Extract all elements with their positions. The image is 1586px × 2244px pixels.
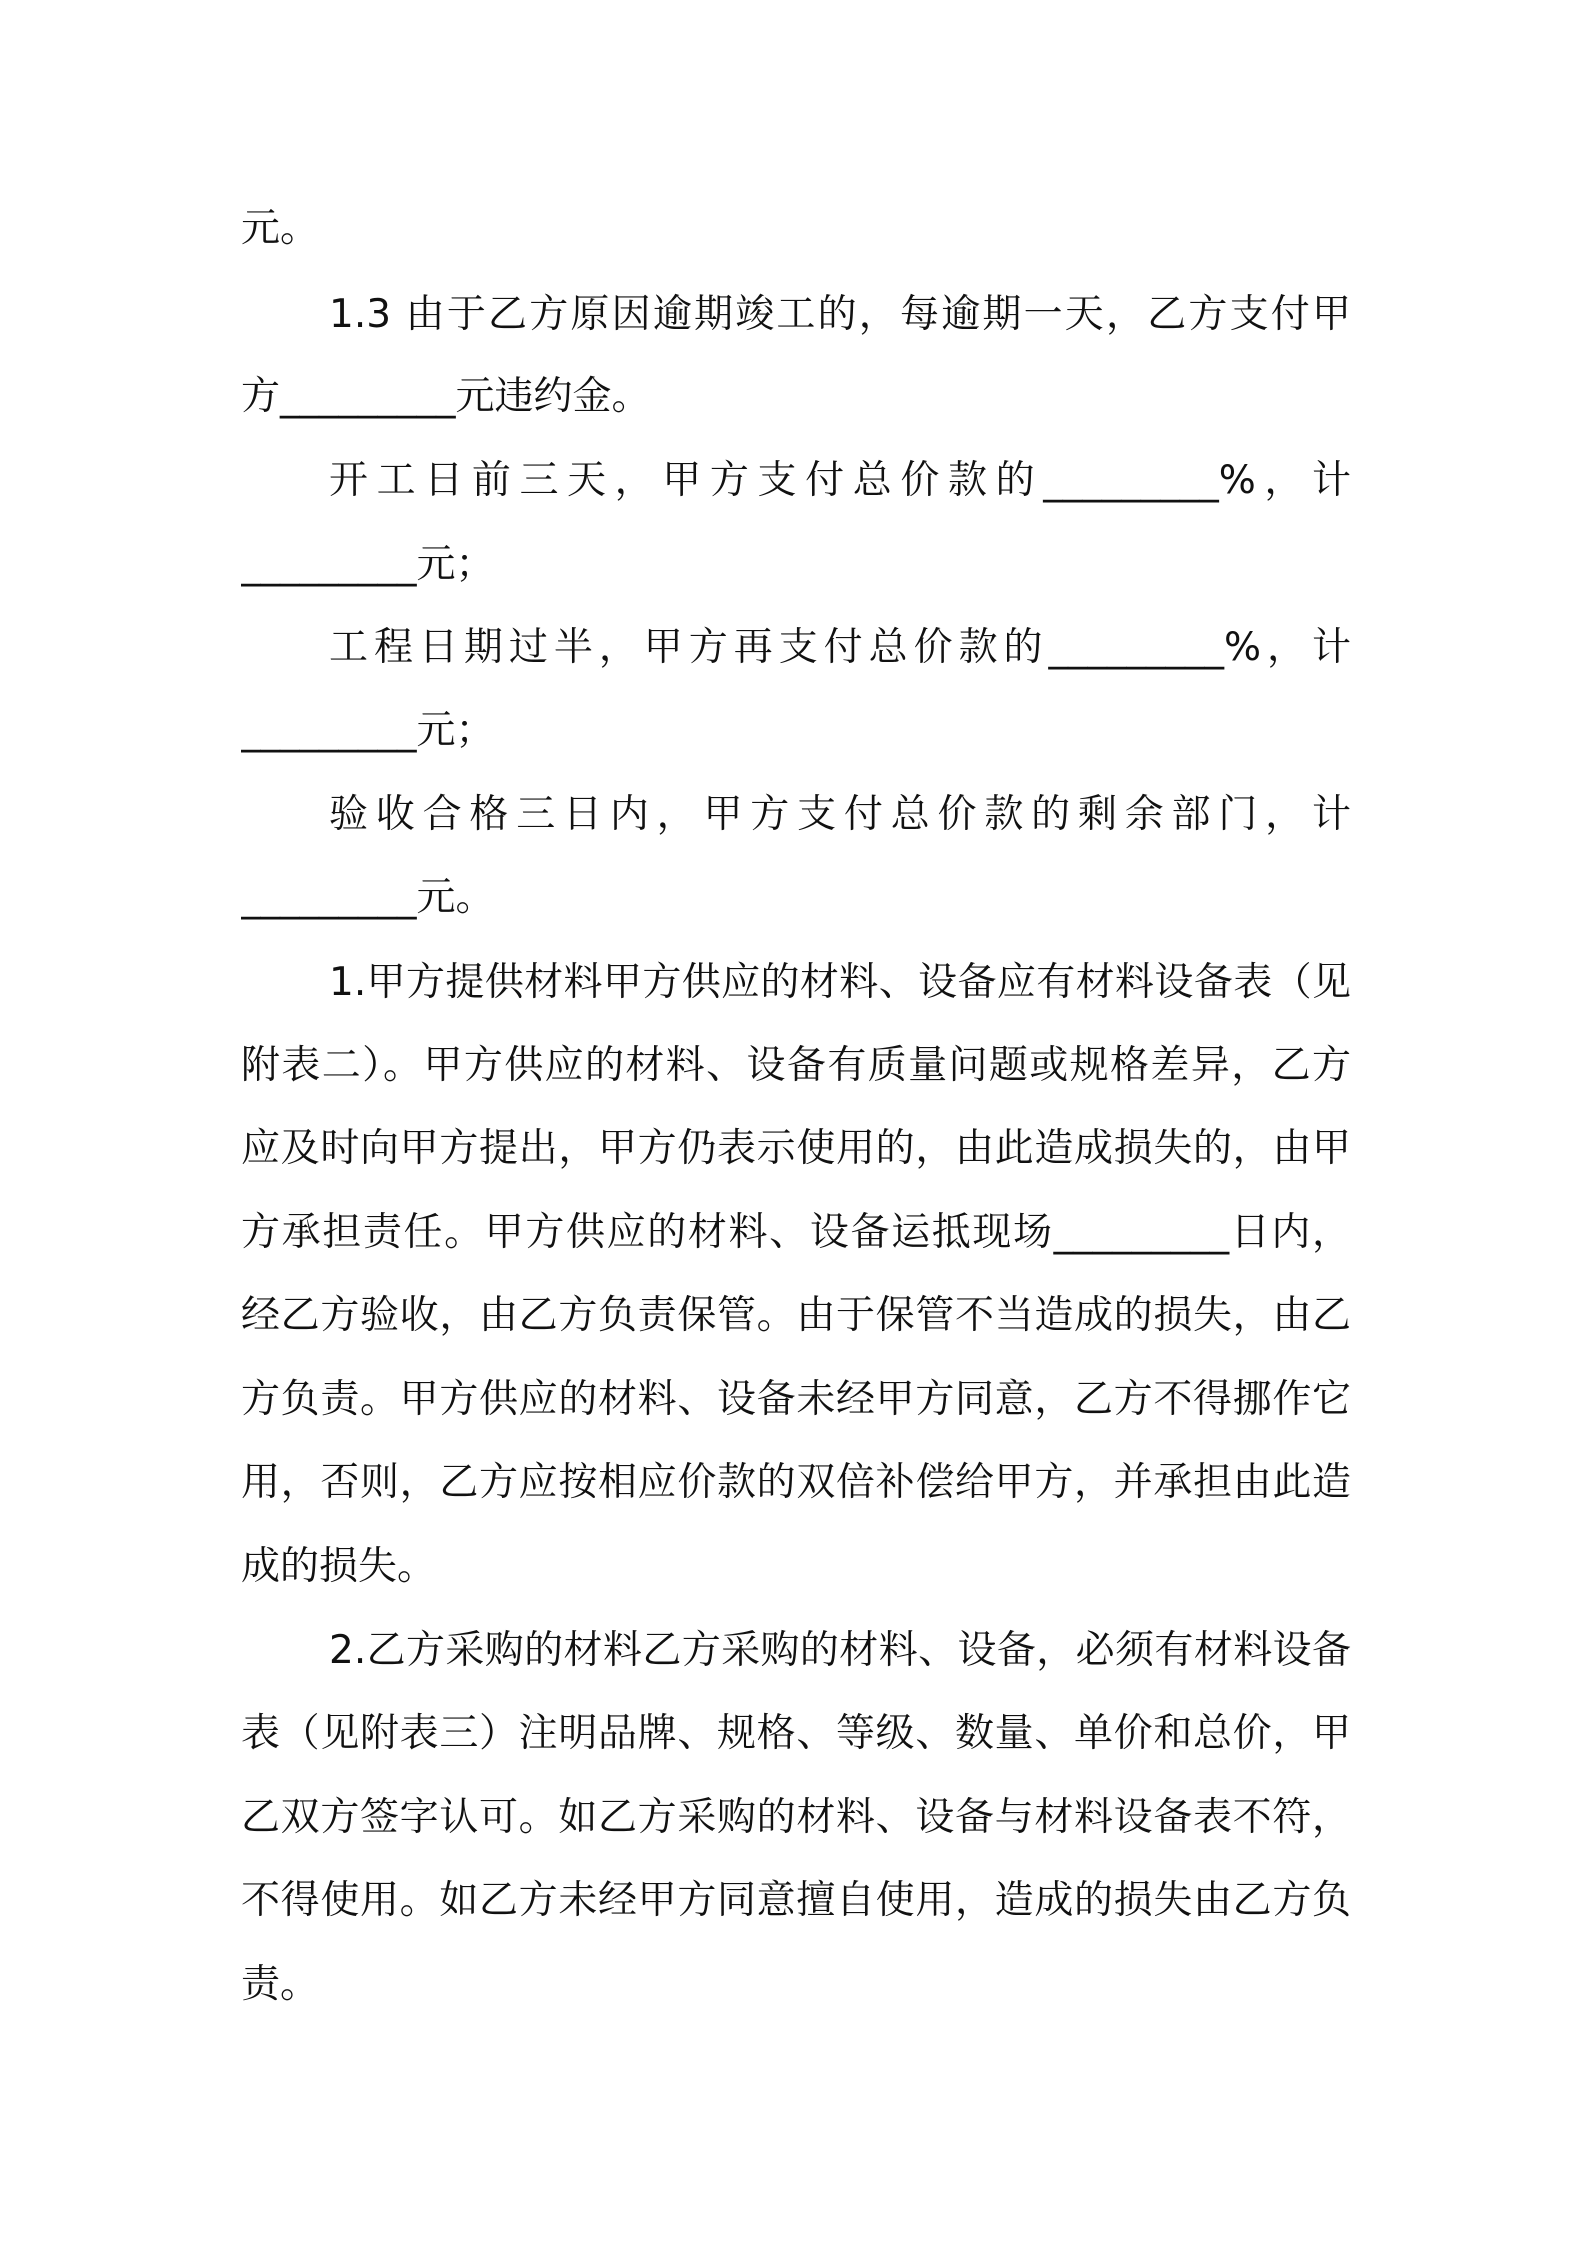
text-line: 附表二）。甲方供应的材料、设备有质量问题或规格差异，乙方 (241, 1043, 1351, 1088)
text-line: 乙双方签字认可。如乙方采购的材料、设备与材料设备表不符， (241, 1795, 1351, 1840)
text-line: 验收合格三日内，甲方支付总价款的剩余部门，计 (329, 792, 1351, 837)
text-line: 方负责。甲方供应的材料、设备未经甲方同意，乙方不得挪作它 (241, 1377, 1351, 1422)
text-line: 元。 (241, 206, 320, 251)
text-line: 开工日前三天，甲方支付总价款的_________%，计 (329, 458, 1351, 503)
text-line: 表（见附表三）注明品牌、规格、等级、数量、单价和总价，甲 (241, 1711, 1351, 1756)
text-line: 不得使用。如乙方未经甲方同意擅自使用，造成的损失由乙方负 (241, 1878, 1351, 1923)
text-line: 工程日期过半，甲方再支付总价款的_________%，计 (329, 625, 1351, 670)
text-line: _________元； (241, 542, 495, 587)
text-line: _________元； (241, 708, 495, 753)
text-line: 经乙方验收，由乙方负责保管。由于保管不当造成的损失，由乙 (241, 1293, 1351, 1338)
text-line: 方承担责任。甲方供应的材料、设备运抵现场_________日内， (241, 1210, 1351, 1255)
text-line: 1.甲方提供材料甲方供应的材料、设备应有材料设备表（见 (329, 960, 1351, 1005)
text-line: _________元。 (241, 875, 495, 920)
text-line: 2.乙方采购的材料乙方采购的材料、设备，必须有材料设备 (329, 1628, 1351, 1673)
text-line: 应及时向甲方提出，甲方仍表示使用的，由此造成损失的，由甲 (241, 1126, 1351, 1171)
text-line: 方_________元违约金。 (241, 374, 651, 419)
text-line: 用，否则，乙方应按相应价款的双倍补偿给甲方，并承担由此造 (241, 1460, 1351, 1505)
text-line: 责。 (241, 1962, 320, 2007)
text-line: 1.3 由于乙方原因逾期竣工的，每逾期一天，乙方支付甲 (329, 292, 1351, 337)
text-line: 成的损失。 (241, 1544, 437, 1589)
